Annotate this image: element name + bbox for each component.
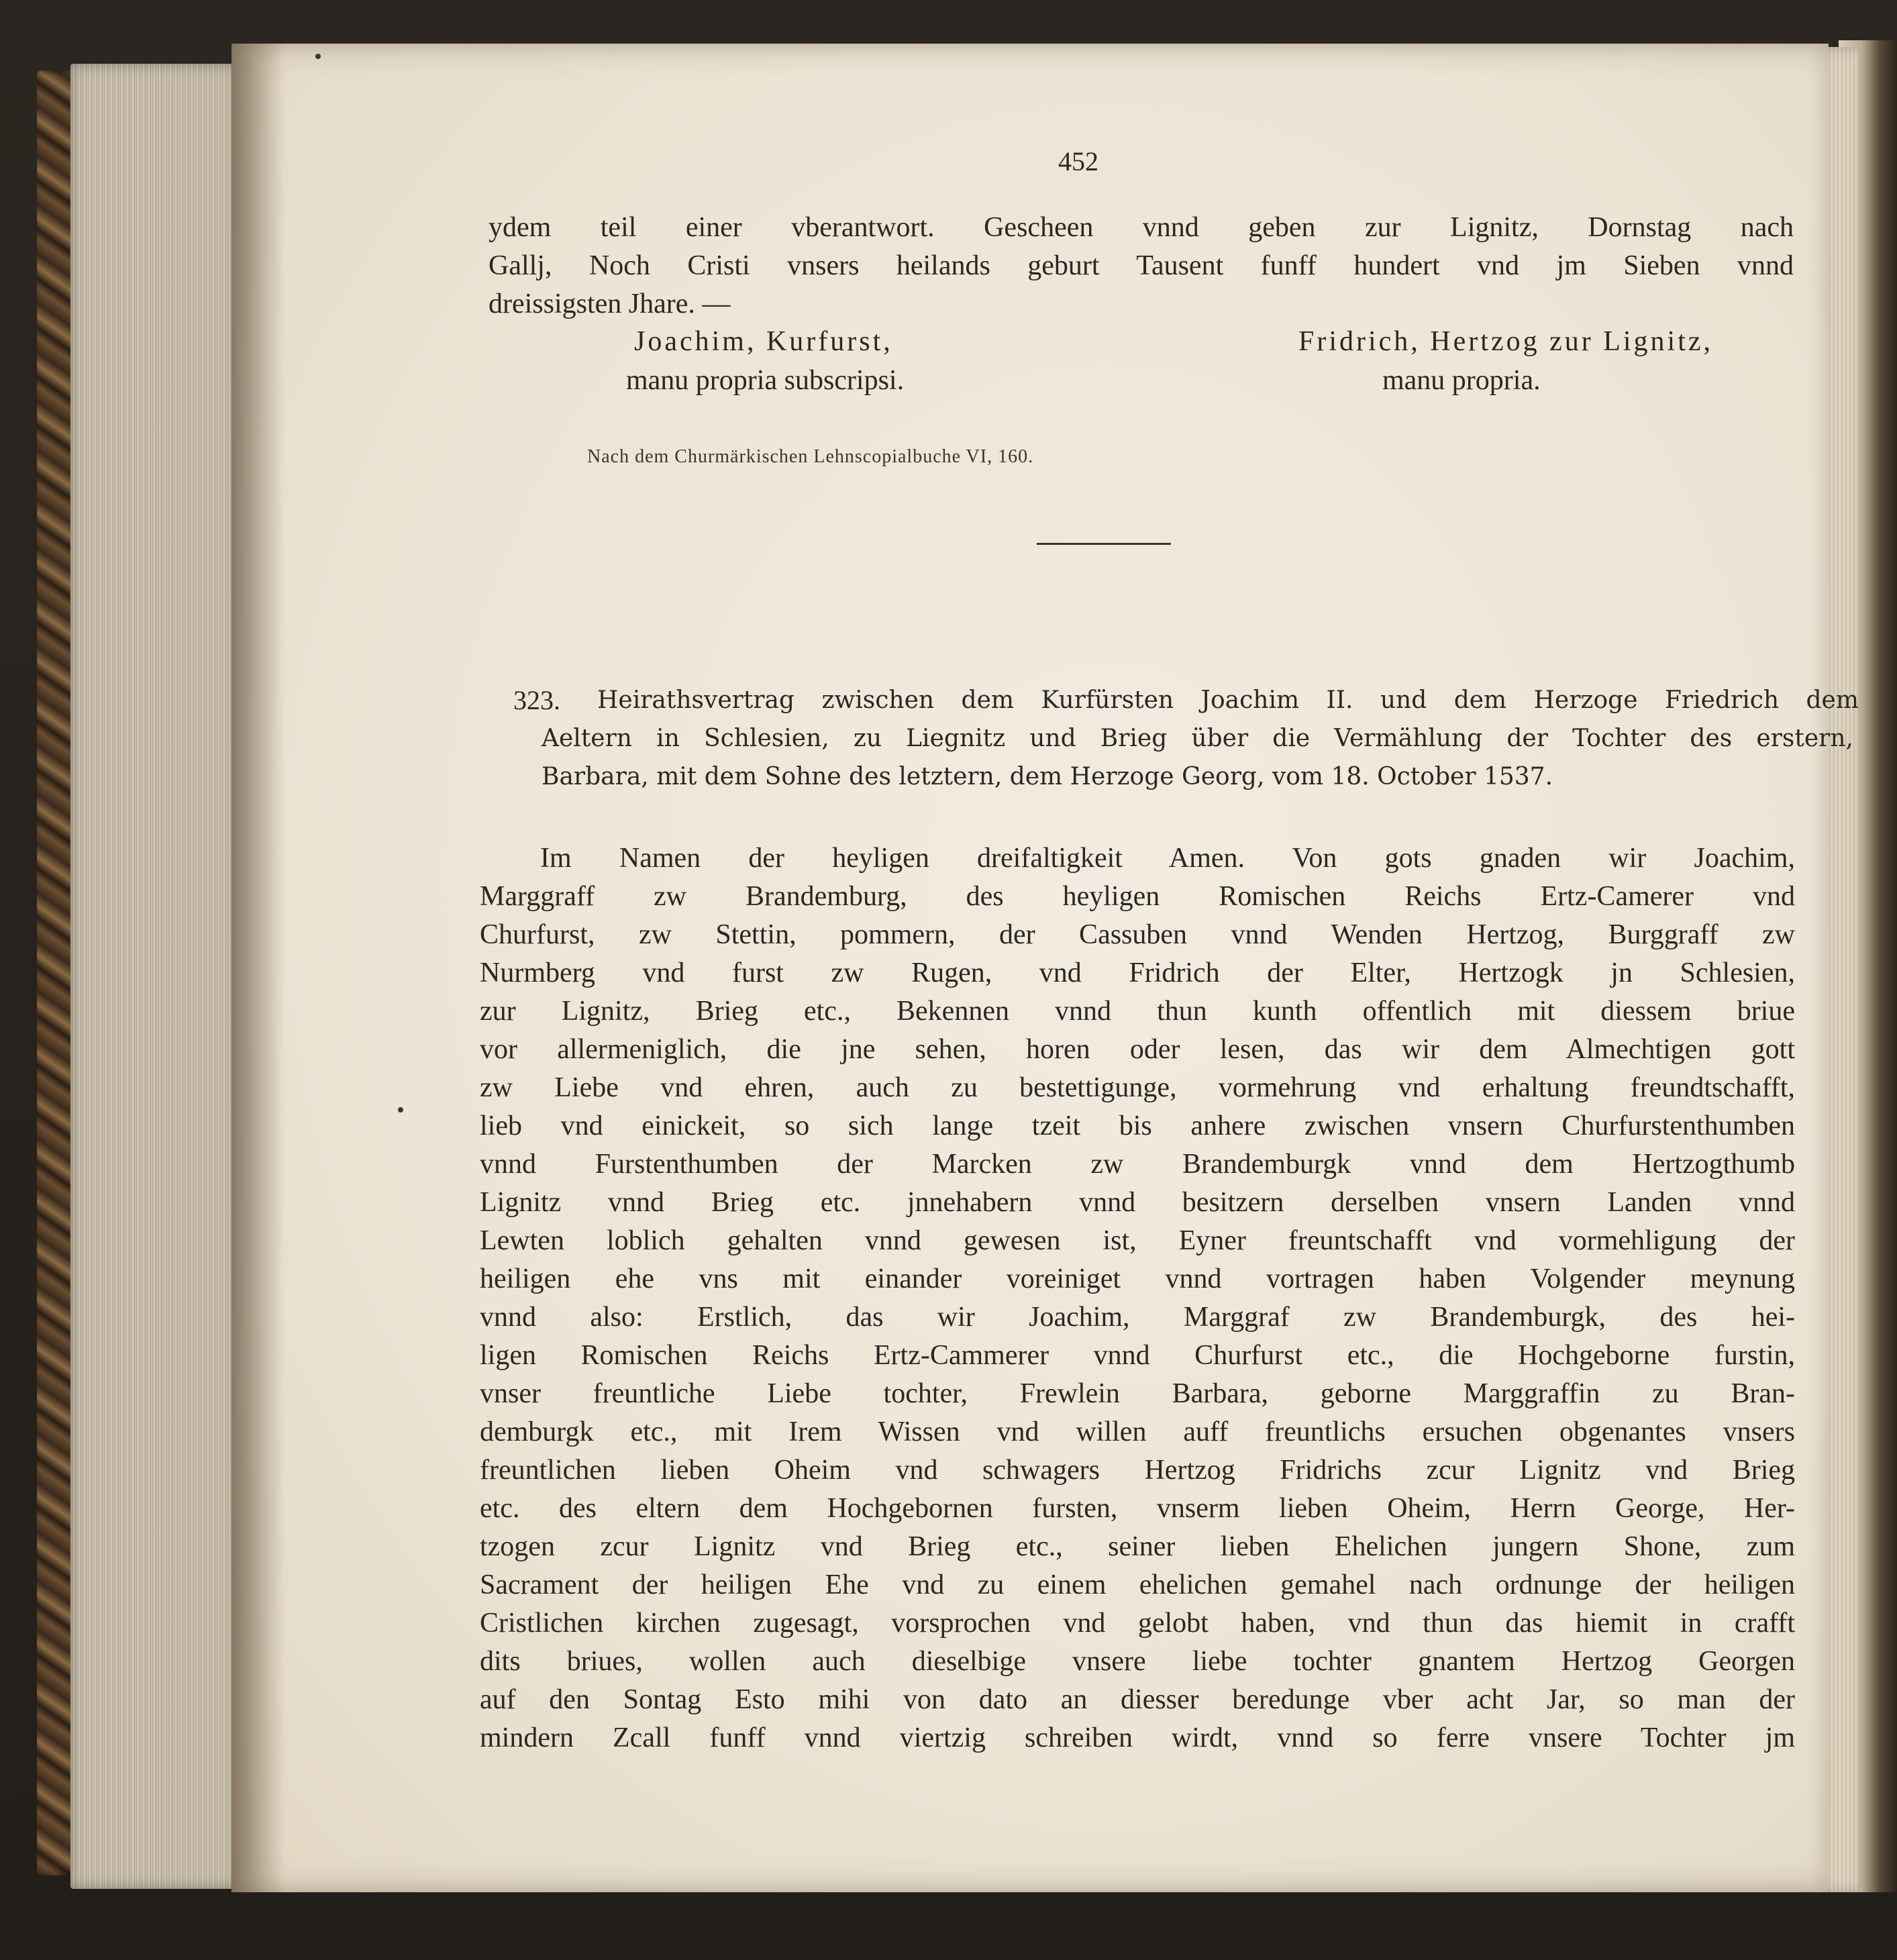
- book-page: [232, 44, 1859, 1892]
- body-line: freuntlichen lieben Oheim vnd schwagers Hertzog Fridrichs zcur Lignitz vnd Brieg: [480, 1455, 1795, 1486]
- body-line: tzogen zcur Lignitz vnd Brieg etc., seiner lieben Ehelichen jungern Shone, zum: [480, 1531, 1795, 1562]
- body-line: zw Liebe vnd ehren, auch zu bestettigunge, vormehrung vnd erhaltung freundtschafft,: [480, 1072, 1795, 1103]
- signature-left-sub: manu propria subscripsi.: [626, 365, 905, 396]
- body-line: Lewten loblich gehalten vnnd gewesen ist, Eyner freuntschafft vnd vormehligung der: [480, 1225, 1795, 1256]
- gutter-shadow: [232, 44, 285, 1892]
- body-line: demburgk etc., mit Irem Wissen vnd willen auff freuntlichs ersuchen obgenantes vnsers: [480, 1416, 1795, 1447]
- body-line: vnnd Furstenthumben der Marcken zw Brandemburgk vnnd dem Hertzogthumb: [480, 1149, 1795, 1180]
- signature-right-name: Fridrich, Hertzog zur Lignitz,: [1298, 326, 1714, 357]
- speck: [315, 54, 321, 59]
- body-line: Im Namen der heyligen dreifaltigkeit Amen. Von gots gnaden wir Joachim,: [540, 843, 1795, 874]
- closing-line: ydem teil einer vberantwort. Gescheen vnnd geben zur Lignitz, Dornstag nach: [489, 212, 1794, 243]
- source-note: Nach dem Churmärkischen Lehnscopialbuche VI, 160.: [587, 446, 1034, 467]
- body-line: etc. des eltern dem Hochgebornen fursten, vnserm lieben Oheim, Herrn George, Her-: [480, 1493, 1795, 1524]
- closing-line: dreissigsten Jhare. —: [489, 289, 731, 319]
- document-number: 323.: [513, 685, 560, 715]
- body-line: dits briues, wollen auch dieselbige vnsere liebe tochter gnantem Hertzog Georgen: [480, 1646, 1795, 1677]
- body-line: vnnd also: Erstlich, das wir Joachim, Marggraf zw Brandemburgk, des hei-: [480, 1302, 1795, 1333]
- body-line: Nurmberg vnd furst zw Rugen, vnd Fridrich der Elter, Hertzogk jn Schlesien,: [480, 958, 1795, 988]
- closing-line: Gallj, Noch Cristi vnsers heilands geburt Tausent funff hundert vnd jm Sieben vnnd: [489, 250, 1794, 281]
- body-line: Sacrament der heiligen Ehe vnd zu einem ehelichen gemahel nach ordnunge der heiligen: [480, 1569, 1795, 1600]
- body-line: heiligen ehe vns mit einander voreiniget vnnd vortragen haben Volgender meynung: [480, 1263, 1795, 1294]
- body-line: vnser freuntliche Liebe tochter, Frewlein Barbara, geborne Marggraffin zu Bran-: [480, 1378, 1795, 1409]
- body-line: mindern Zcall funff vnnd viertzig schreiben wirdt, vnnd so ferre vnsere Tochter jm: [480, 1722, 1795, 1753]
- body-line: zur Lignitz, Brieg etc., Bekennen vnnd thun kunth offentlich mit diessem briue: [480, 996, 1795, 1027]
- document-heading-line: Barbara, mit dem Sohne des letztern, dem Herzoge Georg, vom 18. October 1537.: [542, 763, 1553, 790]
- signature-left-name: Joachim, Kurfurst,: [634, 326, 893, 357]
- page-number: 452: [1058, 146, 1098, 176]
- body-line: lieb vnd einickeit, so sich lange tzeit bis anhere zwischen vnsern Churfurstenthumben: [480, 1111, 1795, 1141]
- document-heading-line: Heirathsvertrag zwischen dem Kurfürsten Joachim II. und dem Herzoge Friedrich dem: [597, 686, 1859, 714]
- body-line: vor allermeniglich, die jne sehen, horen oder lesen, das wir dem Almechtigen gott: [480, 1034, 1795, 1065]
- speck: [398, 1107, 403, 1113]
- body-line: Cristlichen kirchen zugesagt, vorsprochen vnd gelobt haben, vnd thun das hiemit in crafft: [480, 1608, 1795, 1639]
- page-edges-left: [70, 64, 238, 1889]
- body-line: Churfurst, zw Stettin, pommern, der Cassuben vnnd Wenden Hertzog, Burggraff zw: [480, 919, 1795, 950]
- body-line: ligen Romischen Reichs Ertz-Cammerer vnnd Churfurst etc., die Hochgeborne furstin,: [480, 1340, 1795, 1371]
- signature-right-sub: manu propria.: [1382, 365, 1541, 396]
- body-line: Marggraff zw Brandemburg, des heyligen Romischen Reichs Ertz-Camerer vnd: [480, 881, 1795, 912]
- body-line: Lignitz vnnd Brieg etc. jnnehabern vnnd besitzern derselben vnsern Landen vnnd: [480, 1187, 1795, 1218]
- document-heading-line: Aeltern in Schlesien, zu Liegnitz und Brieg über die Vermählung der Tochter des erstern,: [542, 725, 1853, 752]
- body-line: auf den Sontag Esto mihi von dato an diesser beredunge vber acht Jar, so man der: [480, 1684, 1795, 1715]
